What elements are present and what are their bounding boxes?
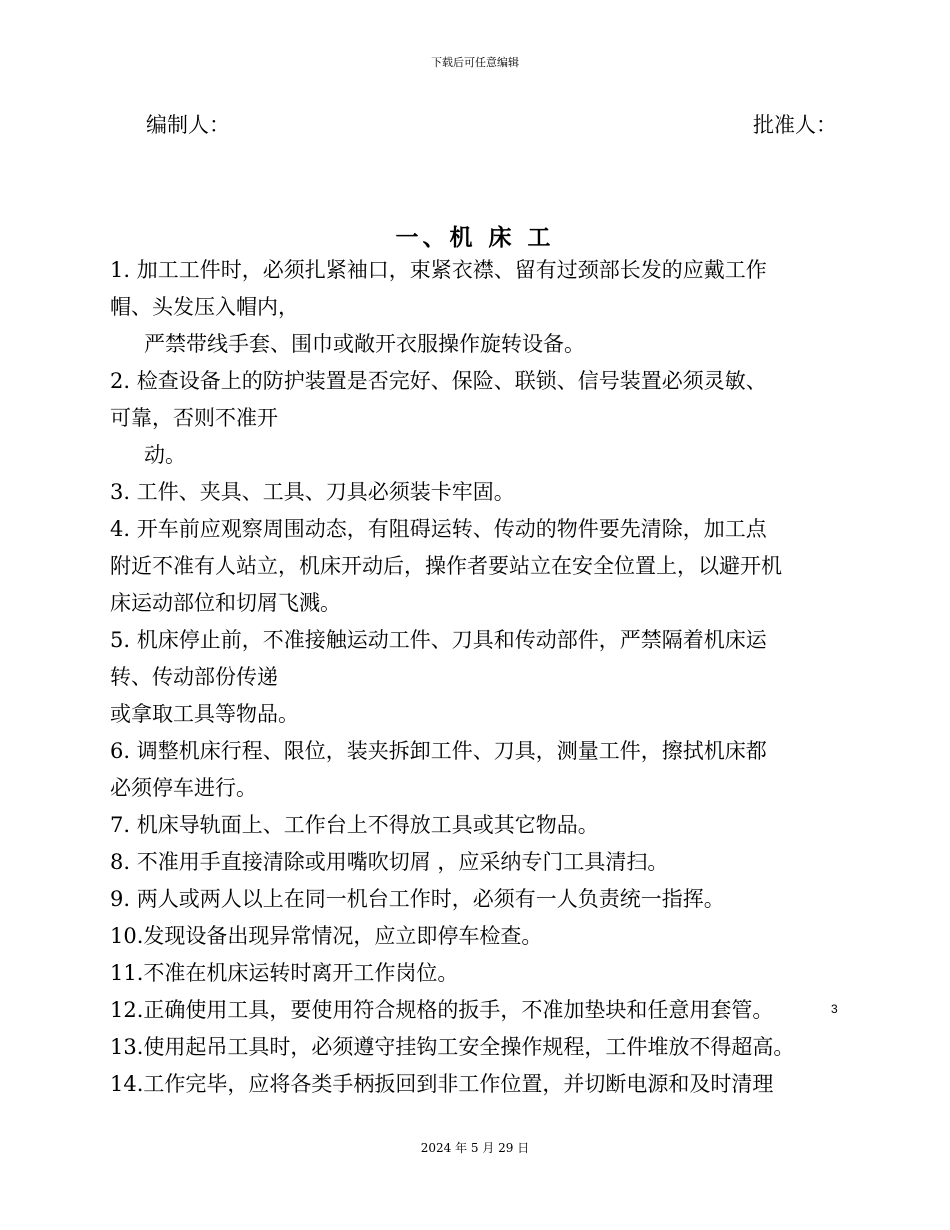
item-number: 14. [110,1072,144,1096]
body-line [110,1066,840,1103]
section-title: 一、机 床 工 [395,225,555,251]
line-text: 加工工件时，必须扎紧袖口，束紧衣襟、留有过颈部长发的应戴工作 [130,258,767,282]
line-text: 机床导轨面上、工作台上不得放工具或其它物品。 [130,813,599,837]
line-text: 必须停车进行。 [110,776,257,800]
body-line [110,807,840,844]
item-number: 13. [110,1035,144,1059]
body-line [110,955,840,992]
body-line [110,289,840,326]
page-header: 下载后可任意编辑 [431,56,519,69]
body-line [110,992,840,1029]
item-number: 9. [110,887,131,911]
body-line [110,918,840,955]
line-text: 发现设备出现异常情况，应立即停车检查。 [143,924,543,948]
body-line [110,437,840,474]
line-text: 工作完毕，应将各类手柄扳回到非工作位置，并切断电源和及时清理 [143,1072,774,1096]
item-number: 5. [110,628,131,652]
line-text: 动。 [144,443,186,467]
line-text: 严禁带线手套、围巾或敞开衣服操作旋转设备。 [144,332,585,356]
body-line [110,733,840,770]
compiler-label: 编制人： [146,113,230,137]
item-number: 2. [110,369,131,393]
line-text: 可靠，否则不准开 [110,406,278,430]
body-line [110,252,840,289]
line-text: 调整机床行程、限位，装夹拆卸工件、刀具，测量工件，擦拭机床都 [130,739,767,763]
body-line [110,770,840,807]
item-number: 7. [110,813,131,837]
body-line [110,881,840,918]
line-text: 附近不准有人站立，机床开动后，操作者要站立在安全位置上，以避开机 [110,554,782,578]
body-line [110,622,840,659]
item-number: 3. [110,480,131,504]
line-text: 开车前应观察周围动态，有阻碍运转、传动的物件要先清除，加工点 [130,517,767,541]
page-footer-date: 2024 年 5 月 29 日 [420,1141,530,1155]
body-line [110,659,840,696]
item-number: 6. [110,739,131,763]
line-text: 或拿取工具等物品。 [110,702,299,726]
item-number: 4. [110,517,131,541]
approver-label: 批准人： [753,113,837,137]
line-text: 工件、夹具、工具、刀具必须装卡牢固。 [130,480,515,504]
line-text: 使用起吊工具时，必须遵守挂钩工安全操作规程，工件堆放不得超高。 [143,1035,795,1059]
line-text: 检查设备上的防护装置是否完好、保险、联锁、信号装置必须灵敏、 [130,369,767,393]
body-line [110,696,840,733]
line-text: 机床停止前，不准接触运动工件、刀具和传动部件，严禁隔着机床运 [130,628,767,652]
line-text: 两人或两人以上在同一机台工作时，必须有一人负责统一指挥。 [130,887,725,911]
body-line [110,326,840,363]
document-body [110,252,840,1103]
line-text: 转、传动部份传递 [110,665,278,689]
item-number: 11. [110,961,144,985]
body-line [110,1029,840,1066]
line-text: 不准用手直接清除或用嘴吹切屑 ，应采纳专门工具清扫。 [130,850,669,874]
line-text: 正确使用工具，要使用符合规格的扳手，不准加垫块和任意用套管。 [143,998,774,1022]
body-line [110,844,840,881]
item-number: 8. [110,850,131,874]
body-line [110,474,840,511]
line-text: 不准在机床运转时离开工作岗位。 [143,961,459,985]
page-number: 3 [831,1002,838,1016]
body-line [110,400,840,437]
item-number: 10. [110,924,144,948]
line-text: 帽、头发压入帽内， [110,295,299,319]
line-text: 床运动部位和切屑飞溅。 [110,591,341,615]
body-line [110,363,840,400]
body-line [110,548,840,585]
body-line [110,585,840,622]
body-line [110,511,840,548]
item-number: 1. [110,258,131,282]
item-number: 12. [110,998,144,1022]
